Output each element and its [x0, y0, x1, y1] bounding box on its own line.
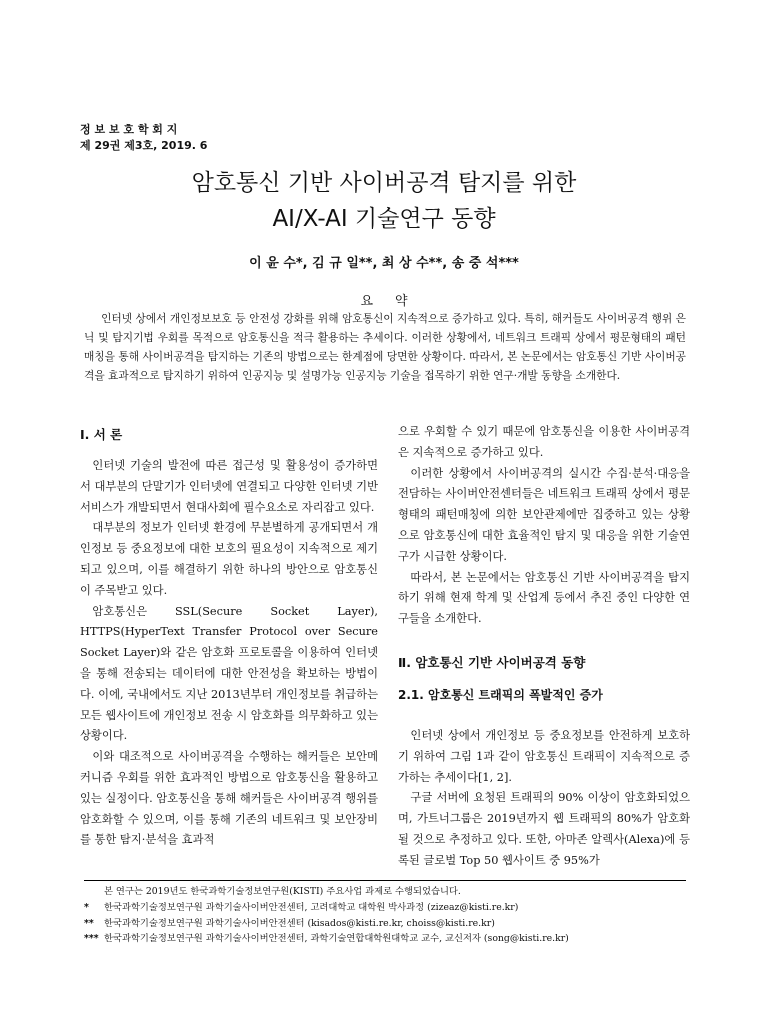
right-column — [398, 422, 690, 872]
section-1-title: Ⅰ. 서 론 — [80, 427, 123, 442]
footnote-mark: * — [84, 901, 89, 913]
abstract — [84, 309, 686, 385]
footnote-mark: *** — [84, 933, 99, 945]
title-line-1: 암호통신 기반 사이버공격 탐지를 위한 — [191, 170, 577, 196]
footnote-mark — [84, 884, 104, 900]
left-column — [80, 422, 378, 851]
footnote — [84, 900, 686, 916]
paragraph: 으로 우회할 수 있기 때문에 암호통신을 이용한 사이버공격은 지속적으로 증가하고 있다. — [398, 425, 690, 459]
footnote — [84, 884, 686, 900]
paragraph: 따라서, 본 논문에서는 암호통신 기반 사이버공격을 탐지하기 위해 현재 학계 및 산업계 등에서 추진 중인 다양한 연구들을 소개한다. — [398, 570, 690, 626]
journal-header — [80, 122, 207, 154]
footnote-text: 한국과학기술정보연구원 과학기술사이버안전센터, 과학기술연합대학원대학교 교수, 교신저자 (song@kisti.re.kr) — [104, 933, 569, 945]
title-line-2: AI/X-AI 기술연구 동향 — [272, 206, 496, 232]
footnote — [84, 931, 686, 947]
paragraph: 이와 대조적으로 사이버공격을 수행하는 해커들은 보안메커니즘 우회를 위한 효과적인 방법으로 암호통신을 활용하고 있는 실정이다. 암호통신을 통해 해커들은 사이버공격 행위를 암호화할 수 있으며, 이를 통해 기존의 네트워크 및 보안장비를 통한 탐지·분석을 효과적 — [80, 750, 378, 847]
footnote-mark: ** — [84, 917, 94, 929]
subsection-2-1-title: 2.1. 암호통신 트래픽의 폭발적인 증가 — [398, 687, 603, 702]
paragraph: 대부분의 정보가 인터넷 환경에 무분별하게 공개되면서 개인정보 등 중요정보에 대한 보호의 필요성이 지속적으로 제기되고 있으며, 이를 해결하기 위한 하나의 방안으로 암호통신이 주목받고 있다. — [80, 521, 378, 597]
author-list: 이 윤 수*, 김 규 일**, 최 상 수**, 송 중 석*** — [249, 256, 519, 271]
paragraph: 인터넷 상에서 개인정보 등 중요정보를 안전하게 보호하기 위하여 그림 1과 같이 암호통신 트래픽이 지속적으로 증가하는 추세이다[1, 2]. — [398, 728, 690, 784]
paper-title — [0, 165, 768, 237]
footnote-divider — [84, 880, 686, 881]
paragraph: 인터넷 기술의 발전에 따른 접근성 및 활용성이 증가하면서 대부분의 단말기가 인터넷에 연결되고 다양한 인터넷 기반 서비스가 개발되면서 현대사회에 필수요소로 자리잡고 있다. — [80, 459, 378, 514]
section-2-title: Ⅱ. 암호통신 기반 사이버공격 동향 — [398, 654, 586, 670]
journal-name: 정 보 보 호 학 회 지 — [80, 123, 178, 136]
paragraph: 암호통신은 SSL(Secure Socket Layer), HTTPS(HyperText Transfer Protocol over Secure Socket Layer)와 같은 암호화 프로토콜을 이용하여 인터넷을 통해 전송되는 데이터에 대한 안전성을 확보하는 방법이다. 이에, 국내에서도 지난 2013년부터 개인정보를 취급하는 모든 웹사이트에 개인정보 전송 시 암호화를 의무화하고 있는 상황이다. — [80, 604, 378, 743]
footnotes — [84, 884, 686, 947]
journal-issue: 제 29권 제3호, 2019. 6 — [80, 139, 208, 152]
abstract-heading: 요약 — [360, 294, 430, 309]
footnote-text: 본 연구는 2019년도 한국과학기술정보연구원(KISTI) 주요사업 과제로 수행되었습니다. — [104, 886, 461, 897]
footnote-text: 한국과학기술정보연구원 과학기술사이버안전센터, 고려대학교 대학원 박사과정 (zizeaz@kisti.re.kr) — [104, 901, 519, 913]
abstract-text: 인터넷 상에서 개인정보보호 등 안전성 강화를 위해 암호통신이 지속적으로 증가하고 있다. 특히, 해커들도 사이버공격 행위 은닉 및 탐지기법 우회를 목적으로 암호통신을 적극 활용하는 추세이다. 이러한 상황에서, 네트워크 트래픽 상에서 평문형태의 패턴매칭을 통해 사이버공격을 탐지하는 기존의 방법으로는 한계점에 당면한 상황이다. 따라서, 본 논문에서는 암호통신 기반 사이버공격을 효과적으로 탐지하기 위하여 인공지능 및 설명가능 인공지능 기술을 접목하기 위한 연구·개발 동향을 소개한다. — [84, 312, 686, 382]
paragraph: 구글 서버에 요청된 트래픽의 90% 이상이 암호화되었으며, 가트너그룹은 2019년까지 웹 트래픽의 80%가 암호화될 것으로 추정하고 있다. 또한, 아마존 알렉사(Alexa)에 등록된 글로벌 Top 50 웹사이트 중 95%가 — [398, 791, 690, 867]
paragraph: 이러한 상황에서 사이버공격의 실시간 수집·분석·대응을 전담하는 사이버안전센터들은 네트워크 트래픽 상에서 평문형태의 패턴매칭에 의한 보안관제에만 집중하고 있는 상황으로 암호통신에 대한 효율적인 탐지 및 대응을 위한 기술연구가 시급한 상황이다. — [398, 466, 690, 563]
footnote — [84, 916, 686, 932]
footnote-text: 한국과학기술정보연구원 과학기술사이버안전센터 (kisados@kisti.re.kr, choiss@kisti.re.kr) — [104, 917, 495, 929]
